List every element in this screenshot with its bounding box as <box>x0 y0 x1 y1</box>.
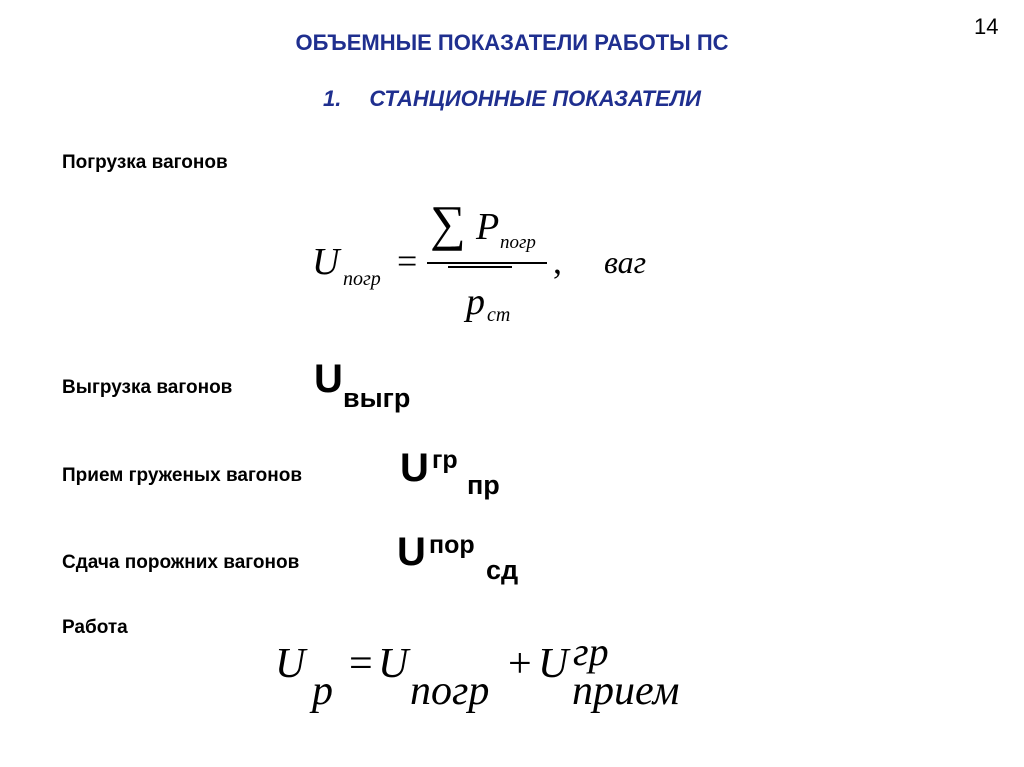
formula-unit: ваг <box>604 244 647 280</box>
work-u2: U <box>378 641 409 687</box>
formula-u-sub: погр <box>343 268 381 290</box>
work-sub1: р <box>312 668 333 714</box>
page-number: 14 <box>974 14 999 39</box>
empty-handover-label: Сдача порожних вагонов <box>62 552 300 573</box>
work-sub2: погр <box>410 668 490 714</box>
unloading-symbol: U <box>314 357 343 401</box>
formula-comma: , <box>553 241 562 281</box>
denominator-sub: ст <box>487 304 511 326</box>
subtitle-text: СТАНЦИОННЫЕ ПОКАЗАТЕЛИ <box>369 86 701 111</box>
unloading-label: Выгрузка вагонов <box>62 377 233 398</box>
loaded-receipt-sup: гр <box>432 446 458 474</box>
work-u3: U <box>538 641 569 687</box>
empty-handover-symbol: U <box>397 530 426 574</box>
numerator-p: P <box>476 206 500 248</box>
denominator-p: p <box>466 281 485 323</box>
work-u1: U <box>275 641 306 687</box>
unloading-sub: выгр <box>343 383 411 413</box>
work-sub3: прием <box>572 668 680 714</box>
loaded-receipt-sub: пр <box>467 470 500 500</box>
loaded-receipt-label: Прием груженых вагонов <box>62 465 303 486</box>
work-label: Работа <box>62 617 128 638</box>
formula-equals: = <box>397 241 418 281</box>
sum-icon: ∑ <box>430 195 466 251</box>
numerator-sub: погр <box>500 232 536 253</box>
empty-handover-sub: сд <box>486 555 519 585</box>
slide-title: ОБЪЕМНЫЕ ПОКАЗАТЕЛИ РАБОТЫ ПС <box>295 30 729 55</box>
loaded-receipt-symbol: U <box>400 446 429 490</box>
subtitle-number: 1. <box>323 86 342 111</box>
slide-subtitle <box>0 86 1024 112</box>
work-sup3: гр <box>573 629 609 674</box>
empty-handover-sup: пор <box>429 531 475 559</box>
fraction-bar <box>427 262 547 264</box>
work-eq: = <box>349 641 373 687</box>
formula-u: U <box>312 241 340 283</box>
fraction-bar-short <box>448 266 512 268</box>
loading-label: Погрузка вагонов <box>62 152 228 173</box>
work-plus: + <box>508 641 532 687</box>
